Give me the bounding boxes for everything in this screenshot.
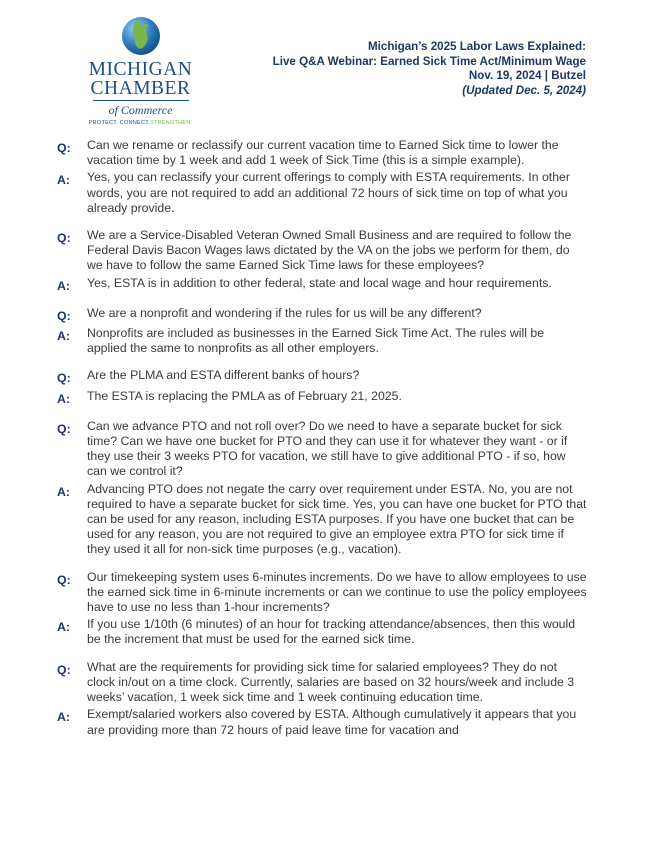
answer-4 <box>0 389 650 407</box>
header-date-source: Nov. 19, 2024 | Butzel <box>468 69 586 82</box>
question-text: We are a nonprofit and wondering if the rules for us will be any different? <box>87 305 482 320</box>
logo-tagline-main: PROTECT. CONNECT. <box>88 120 150 126</box>
question-text: Can we advance PTO and not roll over? Do we need to have a separate bucket for sick time? Can we have one bucket for PTO and they can use it for whatever they want - or if they use their 3 weeks PTO for vacation, we still have to give additional PTO - if so, how can we control it? <box>87 418 568 479</box>
answer-text: The ESTA is replacing the PMLA as of February 21, 2025. <box>87 388 402 403</box>
question-text: Are the PLMA and ESTA different banks of hours? <box>87 368 360 383</box>
question-7 <box>0 660 650 706</box>
answer-3 <box>0 326 650 356</box>
q-label: Q: <box>57 141 71 155</box>
header-updated: (Updated Dec. 5, 2024) <box>462 83 586 97</box>
answer-5 <box>0 482 650 558</box>
logo-of-commerce: of Commerce <box>108 103 173 117</box>
q-label: Q: <box>57 371 71 386</box>
q-label: Q: <box>57 421 71 436</box>
answer-text: Yes, you can reclassify your current offerings to comply with ESTA requirements. In other words, you are not required to add an additional 72 hours of sick time on top of what you already provide. <box>87 170 570 215</box>
question-text: Can we rename or reclassify our current vacation time to Earned Sick time to lower the vacation time by 1 week and add 1 week of Sick Time (this is a simple example). <box>87 138 559 168</box>
answer-text: Yes, ESTA is in addition to other federal, state and local wage and hour requirements. <box>87 275 552 290</box>
a-label: A: <box>57 484 70 499</box>
q-label: Q: <box>57 308 71 323</box>
logo-tagline-strengthen: STRENGTHEN. <box>149 120 193 126</box>
question-5 <box>0 419 650 480</box>
question-1 <box>0 138 650 168</box>
answer-2 <box>0 276 650 294</box>
answer-text: If you use 1/10th (6 minutes) of an hour for tracking attendance/absences, then this would be the increment that must be used for the earned sick time. <box>87 617 576 647</box>
document-header <box>273 40 586 98</box>
answer-1 <box>0 170 650 216</box>
question-3 <box>0 306 650 324</box>
question-2 <box>0 228 650 274</box>
a-label: A: <box>57 391 70 406</box>
answer-6 <box>0 617 650 647</box>
answer-text: Advancing PTO does not negate the carry over requirement under ESTA. No, you are not required to have a separate bucket for sick time. Yes, you can have one bucket for PTO that can be used for any reason, including ESTA purposes. If you have one bucket that can be used for any reason, you are not required to give an employee extra PTO for sick time if they used it all for non-sick time purposes (e.g., vacation). <box>87 481 587 557</box>
logo-tagline <box>78 120 203 126</box>
header-title: Michigan’s 2025 Labor Laws Explained: <box>368 40 586 53</box>
question-text: What are the requirements for providing sick time for salaried employees? They do not clock in/out on a time clock. Currently, salaries are based on 32 hours/week and include 3 weeks’ vacation, 1 week sick time and 1 week continuing education time. <box>87 659 575 705</box>
a-label: A: <box>57 710 70 725</box>
q-label: Q: <box>57 662 71 677</box>
question-6 <box>0 570 650 616</box>
logo-name-chamber: CHAMBER <box>90 78 191 99</box>
q-label: Q: <box>57 572 71 587</box>
answer-text: Nonprofits are included as businesses in the Earned Sick Time Act. The rules will be applied the same to nonprofits as all other employers. <box>87 326 545 356</box>
a-label: A: <box>57 620 70 635</box>
a-label: A: <box>57 329 70 344</box>
a-label: A: <box>57 278 70 293</box>
question-text: Our timekeeping system uses 6-minutes increments. Do we have to allow employees to use the earned sick time in 6-minute increments or can we continue to use the policy employees have to use no less than 1-hour increments? <box>87 569 587 615</box>
q-label: Q: <box>57 231 71 246</box>
qa-list <box>0 138 650 738</box>
question-4 <box>0 368 650 386</box>
answer-text: Exempt/salaried workers also covered by ESTA. Although cumulatively it appears that you are providing more than 72 hours of paid leave time for vacation and <box>87 707 577 737</box>
logo-divider <box>93 100 189 101</box>
question-text: We are a Service-Disabled Veteran Owned Small Business and are required to follow the Federal Davis Bacon Wages laws dictated by the VA on the jobs we perform for them, do we have to follow the same Earned Sick Time laws for these employees? <box>87 228 572 273</box>
header-subtitle: Live Q&A Webinar: Earned Sick Time Act/Minimum Wage <box>272 54 586 68</box>
a-label: A: <box>57 173 70 188</box>
globe-icon <box>121 14 161 60</box>
michigan-chamber-logo <box>78 14 203 126</box>
answer-7 <box>0 707 650 737</box>
logo-name-michigan: MICHIGAN <box>88 59 193 80</box>
